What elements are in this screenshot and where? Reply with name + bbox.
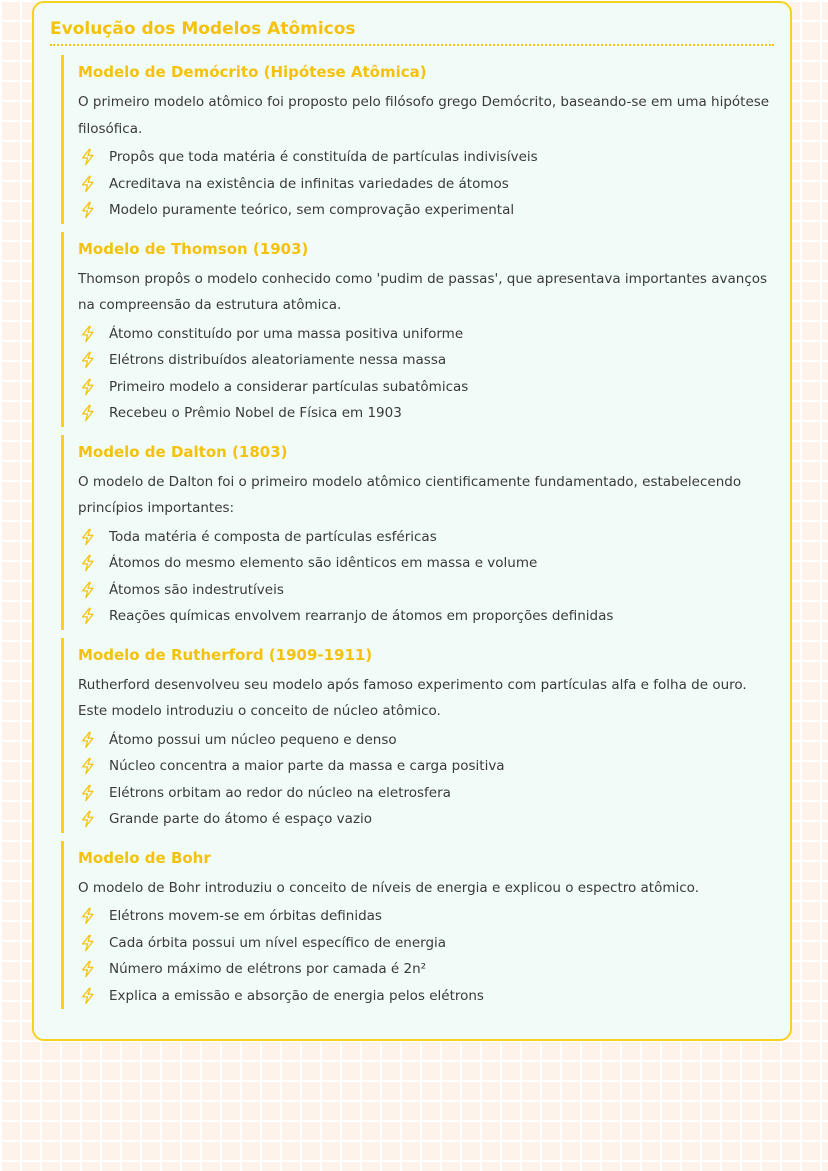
lightning-bolt-icon	[79, 907, 97, 925]
lightning-bolt-icon	[79, 378, 97, 396]
bullet-list	[78, 144, 772, 224]
lightning-bolt-icon	[79, 784, 97, 802]
bullet-text: Átomo possui um núcleo pequeno e denso	[109, 731, 397, 748]
bullet-item	[78, 524, 772, 551]
bullet-text: Toda matéria é composta de partículas esféricas	[109, 528, 437, 545]
bullet-item	[78, 550, 772, 577]
lightning-bolt-icon	[79, 810, 97, 828]
lightning-bolt-icon	[79, 987, 97, 1005]
bullet-text: Elétrons distribuídos aleatoriamente nessa massa	[109, 352, 447, 368]
lightning-bolt-icon	[79, 351, 97, 369]
section-intro: Thomson propôs o modelo conhecido como 'pudim de passas', que apresentava importantes avanços na compreensão da estrutura atômica.	[78, 270, 768, 313]
bullet-item	[78, 171, 772, 198]
lightning-bolt-icon	[79, 528, 97, 546]
bullet-item	[78, 197, 772, 224]
lightning-bolt-icon	[79, 325, 97, 343]
lightning-bolt-icon	[79, 404, 97, 422]
lightning-bolt-icon	[79, 960, 97, 978]
bullet-item	[78, 903, 772, 930]
bullet-list	[78, 321, 772, 427]
bullet-text: Elétrons movem-se em órbitas definidas	[109, 908, 382, 924]
section-intro: O modelo de Dalton foi o primeiro modelo atômico cientificamente fundamentado, estabelecendo princípios importantes:	[78, 473, 742, 516]
bullet-item	[78, 753, 772, 780]
bullet-text: Átomo constituído por uma massa positiva uniforme	[109, 325, 464, 342]
lightning-bolt-icon	[79, 757, 97, 775]
bullet-list	[78, 903, 772, 1009]
bullet-text: Grande parte do átomo é espaço vazio	[109, 811, 373, 827]
bullet-text: Átomos são indestrutíveis	[109, 581, 284, 598]
bullet-text: Acreditava na existência de infinitas variedades de átomos	[109, 175, 509, 192]
model-section-4	[61, 638, 772, 833]
lightning-bolt-icon	[79, 554, 97, 572]
lightning-bolt-icon	[79, 731, 97, 749]
bullet-item	[78, 956, 772, 983]
bullet-item	[78, 603, 772, 630]
bullet-item	[78, 577, 772, 604]
section-intro: O modelo de Bohr introduziu o conceito de níveis de energia e explicou o espectro atômico.	[78, 879, 699, 896]
bullet-item	[78, 144, 772, 171]
bullet-text: Cada órbita possui um nível específico de energia	[109, 934, 447, 951]
bullet-text: Reações químicas envolvem rearranjo de átomos em proporções definidas	[109, 608, 614, 624]
page-title: Evolução dos Modelos Atômicos	[50, 19, 774, 46]
bullet-text: Propôs que toda matéria é constituída de partículas indivisíveis	[109, 149, 538, 165]
bullet-list	[78, 524, 772, 630]
bullet-item	[78, 400, 772, 427]
lightning-bolt-icon	[79, 934, 97, 952]
section-heading: Modelo de Bohr	[78, 848, 211, 867]
model-section-3	[61, 435, 772, 630]
section-intro: Rutherford desenvolveu seu modelo após famoso experimento com partículas alfa e folha de ouro. Este modelo introduziu o conceito de núcleo atômico.	[78, 676, 747, 719]
bullet-item	[78, 321, 772, 348]
bullet-list	[78, 727, 772, 833]
bullet-text: Modelo puramente teórico, sem comprovação experimental	[109, 202, 515, 218]
lightning-bolt-icon	[79, 175, 97, 193]
section-heading: Modelo de Demócrito (Hipótese Atômica)	[78, 63, 427, 81]
bullet-text: Núcleo concentra a maior parte da massa e carga positiva	[109, 758, 505, 774]
lightning-bolt-icon	[79, 607, 97, 625]
section-intro: O primeiro modelo atômico foi proposto pelo filósofo grego Demócrito, baseando-se em uma hipótese filosófica.	[78, 94, 770, 137]
model-section-1	[61, 55, 772, 224]
lightning-bolt-icon	[79, 148, 97, 166]
sections-list	[61, 55, 772, 1017]
bullet-item	[78, 780, 772, 807]
bullet-text: Elétrons orbitam ao redor do núcleo na eletrosfera	[109, 784, 451, 801]
bullet-item	[78, 930, 772, 957]
bullet-text: Primeiro modelo a considerar partículas subatômicas	[109, 378, 469, 395]
bullet-item	[78, 374, 772, 401]
model-section-5	[61, 841, 772, 1010]
section-heading: Modelo de Dalton (1803)	[78, 442, 288, 461]
section-heading: Modelo de Thomson (1903)	[78, 239, 309, 258]
lightning-bolt-icon	[79, 201, 97, 219]
bullet-item	[78, 347, 772, 374]
bullet-text: Átomos do mesmo elemento são idênticos em massa e volume	[109, 555, 538, 571]
content-card	[32, 1, 792, 1041]
bullet-text: Recebeu o Prêmio Nobel de Física em 1903	[109, 405, 402, 421]
bullet-text: Número máximo de elétrons por camada é 2n²	[109, 961, 427, 977]
bullet-item	[78, 983, 772, 1010]
bullet-item	[78, 806, 772, 833]
section-heading: Modelo de Rutherford (1909-1911)	[78, 645, 373, 664]
lightning-bolt-icon	[79, 581, 97, 599]
model-section-2	[61, 232, 772, 427]
bullet-text: Explica a emissão e absorção de energia pelos elétrons	[109, 987, 484, 1004]
bullet-item	[78, 727, 772, 754]
